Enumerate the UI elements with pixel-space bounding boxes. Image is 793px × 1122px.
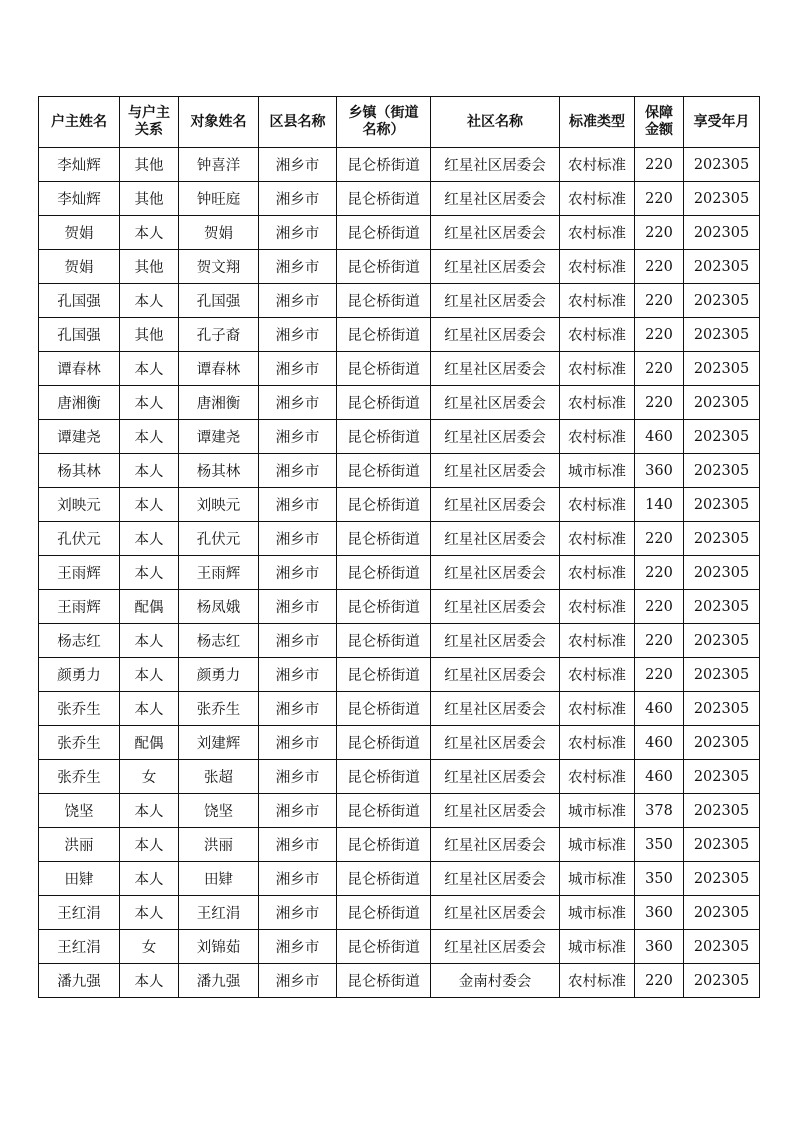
cell-month: 202305 (684, 216, 760, 250)
cell-month: 202305 (684, 658, 760, 692)
cell-standard-type: 农村标准 (560, 624, 635, 658)
cell-relation: 本人 (120, 658, 179, 692)
cell-amount: 460 (635, 760, 684, 794)
table-row (39, 692, 760, 726)
cell-month: 202305 (684, 454, 760, 488)
cell-town-name: 昆仑桥街道 (337, 318, 431, 352)
cell-county-name: 湘乡市 (259, 386, 337, 420)
cell-recipient-name: 唐湘衡 (179, 386, 259, 420)
cell-householder-name: 贺娟 (39, 216, 120, 250)
cell-month: 202305 (684, 692, 760, 726)
cell-month: 202305 (684, 624, 760, 658)
cell-recipient-name: 刘锦茹 (179, 930, 259, 964)
cell-community-name: 红星社区居委会 (431, 624, 560, 658)
cell-recipient-name: 杨志红 (179, 624, 259, 658)
cell-householder-name: 王雨辉 (39, 590, 120, 624)
cell-amount: 360 (635, 454, 684, 488)
cell-standard-type: 农村标准 (560, 964, 635, 998)
cell-amount: 140 (635, 488, 684, 522)
cell-relation: 其他 (120, 148, 179, 182)
cell-community-name: 红星社区居委会 (431, 454, 560, 488)
cell-recipient-name: 刘建辉 (179, 726, 259, 760)
table-row (39, 284, 760, 318)
table-row (39, 658, 760, 692)
cell-householder-name: 谭春林 (39, 352, 120, 386)
cell-county-name: 湘乡市 (259, 964, 337, 998)
cell-community-name: 红星社区居委会 (431, 352, 560, 386)
table-row (39, 760, 760, 794)
cell-recipient-name: 张乔生 (179, 692, 259, 726)
cell-householder-name: 张乔生 (39, 760, 120, 794)
cell-community-name: 红星社区居委会 (431, 726, 560, 760)
cell-amount: 220 (635, 318, 684, 352)
cell-county-name: 湘乡市 (259, 182, 337, 216)
cell-county-name: 湘乡市 (259, 454, 337, 488)
cell-relation: 本人 (120, 352, 179, 386)
cell-recipient-name: 谭春林 (179, 352, 259, 386)
cell-householder-name: 王红涓 (39, 930, 120, 964)
cell-amount: 220 (635, 250, 684, 284)
table-row (39, 930, 760, 964)
header-text-line: 名称） (362, 122, 405, 138)
cell-standard-type: 农村标准 (560, 318, 635, 352)
cell-relation: 女 (120, 760, 179, 794)
table-row (39, 896, 760, 930)
cell-standard-type: 城市标准 (560, 896, 635, 930)
header-text-line: 关系 (135, 122, 163, 138)
cell-county-name: 湘乡市 (259, 794, 337, 828)
cell-amount: 378 (635, 794, 684, 828)
cell-month: 202305 (684, 352, 760, 386)
header-text-line: 对象姓名 (190, 113, 247, 130)
cell-county-name: 湘乡市 (259, 250, 337, 284)
cell-householder-name: 李灿辉 (39, 148, 120, 182)
cell-community-name: 红星社区居委会 (431, 862, 560, 896)
table-row (39, 488, 760, 522)
cell-recipient-name: 洪丽 (179, 828, 259, 862)
cell-householder-name: 潘九强 (39, 964, 120, 998)
cell-month: 202305 (684, 930, 760, 964)
cell-standard-type: 农村标准 (560, 420, 635, 454)
cell-relation: 本人 (120, 420, 179, 454)
cell-town-name: 昆仑桥街道 (337, 352, 431, 386)
cell-county-name: 湘乡市 (259, 896, 337, 930)
cell-recipient-name: 王雨辉 (179, 556, 259, 590)
cell-community-name: 红星社区居委会 (431, 182, 560, 216)
cell-householder-name: 田肄 (39, 862, 120, 896)
cell-recipient-name: 孔国强 (179, 284, 259, 318)
cell-county-name: 湘乡市 (259, 760, 337, 794)
table-row (39, 182, 760, 216)
cell-county-name: 湘乡市 (259, 930, 337, 964)
cell-relation: 本人 (120, 488, 179, 522)
cell-month: 202305 (684, 284, 760, 318)
cell-county-name: 湘乡市 (259, 726, 337, 760)
cell-month: 202305 (684, 488, 760, 522)
table-row (39, 352, 760, 386)
cell-relation: 其他 (120, 182, 179, 216)
cell-community-name: 红星社区居委会 (431, 930, 560, 964)
cell-town-name: 昆仑桥街道 (337, 760, 431, 794)
cell-community-name: 红星社区居委会 (431, 148, 560, 182)
cell-town-name: 昆仑桥街道 (337, 284, 431, 318)
cell-county-name: 湘乡市 (259, 284, 337, 318)
cell-amount: 220 (635, 386, 684, 420)
cell-town-name: 昆仑桥街道 (337, 182, 431, 216)
cell-amount: 220 (635, 964, 684, 998)
header-text-line: 享受年月 (693, 113, 750, 130)
cell-standard-type: 农村标准 (560, 148, 635, 182)
cell-standard-type: 城市标准 (560, 862, 635, 896)
cell-month: 202305 (684, 794, 760, 828)
table-row (39, 216, 760, 250)
cell-standard-type: 农村标准 (560, 182, 635, 216)
table-row (39, 250, 760, 284)
header-text-line: 与户主 (128, 105, 170, 121)
cell-relation: 本人 (120, 964, 179, 998)
header-relation (120, 97, 179, 148)
cell-relation: 本人 (120, 284, 179, 318)
cell-recipient-name: 田肄 (179, 862, 259, 896)
cell-county-name: 湘乡市 (259, 148, 337, 182)
header-text-line: 标准类型 (569, 113, 625, 130)
header-town-name (337, 97, 431, 148)
table-row (39, 454, 760, 488)
cell-householder-name: 王雨辉 (39, 556, 120, 590)
table-body (39, 148, 760, 998)
cell-county-name: 湘乡市 (259, 216, 337, 250)
cell-standard-type: 农村标准 (560, 250, 635, 284)
cell-relation: 配偶 (120, 726, 179, 760)
cell-month: 202305 (684, 726, 760, 760)
cell-householder-name: 洪丽 (39, 828, 120, 862)
cell-relation: 本人 (120, 556, 179, 590)
cell-month: 202305 (684, 522, 760, 556)
cell-relation: 本人 (120, 216, 179, 250)
cell-county-name: 湘乡市 (259, 590, 337, 624)
cell-month: 202305 (684, 760, 760, 794)
cell-amount: 220 (635, 148, 684, 182)
cell-county-name: 湘乡市 (259, 624, 337, 658)
cell-recipient-name: 张超 (179, 760, 259, 794)
cell-householder-name: 张乔生 (39, 726, 120, 760)
cell-standard-type: 城市标准 (560, 828, 635, 862)
cell-amount: 360 (635, 930, 684, 964)
cell-county-name: 湘乡市 (259, 692, 337, 726)
cell-amount: 220 (635, 556, 684, 590)
cell-month: 202305 (684, 590, 760, 624)
cell-amount: 220 (635, 284, 684, 318)
header-householder-name (39, 97, 120, 148)
cell-standard-type: 农村标准 (560, 692, 635, 726)
cell-standard-type: 农村标准 (560, 590, 635, 624)
cell-recipient-name: 谭建尧 (179, 420, 259, 454)
table-row (39, 420, 760, 454)
cell-amount: 460 (635, 726, 684, 760)
cell-county-name: 湘乡市 (259, 522, 337, 556)
cell-relation: 配偶 (120, 590, 179, 624)
cell-town-name: 昆仑桥街道 (337, 522, 431, 556)
table-row (39, 862, 760, 896)
cell-community-name: 红星社区居委会 (431, 692, 560, 726)
cell-householder-name: 饶坚 (39, 794, 120, 828)
cell-standard-type: 农村标准 (560, 760, 635, 794)
cell-standard-type: 城市标准 (560, 930, 635, 964)
cell-relation: 本人 (120, 386, 179, 420)
cell-standard-type: 农村标准 (560, 216, 635, 250)
cell-month: 202305 (684, 896, 760, 930)
header-text-line: 保障 (645, 105, 673, 121)
cell-town-name: 昆仑桥街道 (337, 454, 431, 488)
cell-amount: 360 (635, 896, 684, 930)
cell-town-name: 昆仑桥街道 (337, 488, 431, 522)
cell-town-name: 昆仑桥街道 (337, 692, 431, 726)
cell-community-name: 红星社区居委会 (431, 420, 560, 454)
cell-community-name: 红星社区居委会 (431, 284, 560, 318)
cell-month: 202305 (684, 148, 760, 182)
cell-recipient-name: 孔子裔 (179, 318, 259, 352)
cell-householder-name: 贺娟 (39, 250, 120, 284)
cell-householder-name: 张乔生 (39, 692, 120, 726)
cell-standard-type: 农村标准 (560, 352, 635, 386)
cell-community-name: 红星社区居委会 (431, 760, 560, 794)
cell-relation: 其他 (120, 250, 179, 284)
cell-town-name: 昆仑桥街道 (337, 624, 431, 658)
cell-community-name: 红星社区居委会 (431, 522, 560, 556)
cell-relation: 女 (120, 930, 179, 964)
cell-householder-name: 颜勇力 (39, 658, 120, 692)
beneficiary-table (38, 96, 760, 998)
cell-standard-type: 城市标准 (560, 794, 635, 828)
cell-town-name: 昆仑桥街道 (337, 658, 431, 692)
cell-recipient-name: 颜勇力 (179, 658, 259, 692)
table-row (39, 556, 760, 590)
cell-recipient-name: 杨其林 (179, 454, 259, 488)
table-row (39, 148, 760, 182)
cell-householder-name: 王红涓 (39, 896, 120, 930)
table-header-row (39, 97, 760, 148)
header-text-line: 社区名称 (467, 113, 523, 130)
cell-recipient-name: 饶坚 (179, 794, 259, 828)
cell-town-name: 昆仑桥街道 (337, 896, 431, 930)
cell-county-name: 湘乡市 (259, 318, 337, 352)
table-row (39, 794, 760, 828)
cell-householder-name: 孔国强 (39, 284, 120, 318)
cell-householder-name: 唐湘衡 (39, 386, 120, 420)
table-row (39, 522, 760, 556)
cell-recipient-name: 钟喜洋 (179, 148, 259, 182)
cell-householder-name: 李灿辉 (39, 182, 120, 216)
cell-relation: 本人 (120, 896, 179, 930)
cell-recipient-name: 潘九强 (179, 964, 259, 998)
cell-amount: 220 (635, 658, 684, 692)
cell-householder-name: 杨其林 (39, 454, 120, 488)
cell-householder-name: 孔伏元 (39, 522, 120, 556)
table-row (39, 318, 760, 352)
cell-relation: 其他 (120, 318, 179, 352)
cell-county-name: 湘乡市 (259, 828, 337, 862)
cell-town-name: 昆仑桥街道 (337, 420, 431, 454)
cell-amount: 460 (635, 420, 684, 454)
cell-standard-type: 农村标准 (560, 556, 635, 590)
header-community-name (431, 97, 560, 148)
cell-community-name: 红星社区居委会 (431, 658, 560, 692)
cell-community-name: 红星社区居委会 (431, 556, 560, 590)
cell-community-name: 红星社区居委会 (431, 794, 560, 828)
cell-community-name: 红星社区居委会 (431, 318, 560, 352)
cell-amount: 460 (635, 692, 684, 726)
cell-county-name: 湘乡市 (259, 420, 337, 454)
cell-standard-type: 农村标准 (560, 522, 635, 556)
cell-community-name: 红星社区居委会 (431, 250, 560, 284)
cell-month: 202305 (684, 182, 760, 216)
cell-county-name: 湘乡市 (259, 488, 337, 522)
cell-amount: 220 (635, 352, 684, 386)
table-row (39, 964, 760, 998)
cell-amount: 220 (635, 624, 684, 658)
cell-community-name: 红星社区居委会 (431, 216, 560, 250)
table-row (39, 624, 760, 658)
cell-town-name: 昆仑桥街道 (337, 148, 431, 182)
cell-householder-name: 谭建尧 (39, 420, 120, 454)
cell-town-name: 昆仑桥街道 (337, 250, 431, 284)
cell-community-name: 金南村委会 (431, 964, 560, 998)
cell-recipient-name: 贺娟 (179, 216, 259, 250)
cell-community-name: 红星社区居委会 (431, 386, 560, 420)
cell-community-name: 红星社区居委会 (431, 488, 560, 522)
cell-community-name: 红星社区居委会 (431, 590, 560, 624)
cell-standard-type: 农村标准 (560, 386, 635, 420)
cell-householder-name: 杨志红 (39, 624, 120, 658)
header-text-line: 金额 (645, 122, 673, 138)
cell-standard-type: 农村标准 (560, 488, 635, 522)
cell-recipient-name: 王红涓 (179, 896, 259, 930)
header-month (684, 97, 760, 148)
cell-community-name: 红星社区居委会 (431, 896, 560, 930)
cell-amount: 220 (635, 182, 684, 216)
cell-amount: 220 (635, 590, 684, 624)
header-text-line: 乡镇（街道 (348, 105, 419, 121)
cell-standard-type: 农村标准 (560, 726, 635, 760)
cell-month: 202305 (684, 250, 760, 284)
cell-town-name: 昆仑桥街道 (337, 794, 431, 828)
cell-relation: 本人 (120, 624, 179, 658)
header-text-line: 区县名称 (269, 113, 326, 130)
cell-town-name: 昆仑桥街道 (337, 216, 431, 250)
cell-month: 202305 (684, 862, 760, 896)
header-recipient-name (179, 97, 259, 148)
cell-county-name: 湘乡市 (259, 352, 337, 386)
cell-month: 202305 (684, 964, 760, 998)
cell-town-name: 昆仑桥街道 (337, 386, 431, 420)
cell-month: 202305 (684, 556, 760, 590)
cell-recipient-name: 刘映元 (179, 488, 259, 522)
cell-community-name: 红星社区居委会 (431, 828, 560, 862)
header-amount (635, 97, 684, 148)
cell-householder-name: 刘映元 (39, 488, 120, 522)
cell-householder-name: 孔国强 (39, 318, 120, 352)
cell-town-name: 昆仑桥街道 (337, 828, 431, 862)
table-row (39, 726, 760, 760)
cell-recipient-name: 孔伏元 (179, 522, 259, 556)
header-text-line: 户主姓名 (51, 113, 107, 130)
cell-relation: 本人 (120, 862, 179, 896)
cell-relation: 本人 (120, 522, 179, 556)
cell-county-name: 湘乡市 (259, 658, 337, 692)
table-row (39, 828, 760, 862)
cell-relation: 本人 (120, 692, 179, 726)
header-county-name (259, 97, 337, 148)
cell-month: 202305 (684, 420, 760, 454)
cell-town-name: 昆仑桥街道 (337, 556, 431, 590)
table-row (39, 590, 760, 624)
cell-town-name: 昆仑桥街道 (337, 862, 431, 896)
cell-standard-type: 农村标准 (560, 284, 635, 318)
header-standard-type (560, 97, 635, 148)
cell-amount: 350 (635, 862, 684, 896)
cell-town-name: 昆仑桥街道 (337, 726, 431, 760)
cell-recipient-name: 贺文翔 (179, 250, 259, 284)
cell-recipient-name: 钟旺庭 (179, 182, 259, 216)
cell-amount: 220 (635, 216, 684, 250)
cell-relation: 本人 (120, 794, 179, 828)
table-row (39, 386, 760, 420)
cell-town-name: 昆仑桥街道 (337, 590, 431, 624)
cell-county-name: 湘乡市 (259, 862, 337, 896)
cell-month: 202305 (684, 386, 760, 420)
cell-town-name: 昆仑桥街道 (337, 964, 431, 998)
cell-month: 202305 (684, 828, 760, 862)
cell-relation: 本人 (120, 454, 179, 488)
cell-amount: 220 (635, 522, 684, 556)
cell-amount: 350 (635, 828, 684, 862)
cell-standard-type: 城市标准 (560, 454, 635, 488)
cell-relation: 本人 (120, 828, 179, 862)
cell-recipient-name: 杨凤娥 (179, 590, 259, 624)
cell-standard-type: 农村标准 (560, 658, 635, 692)
cell-town-name: 昆仑桥街道 (337, 930, 431, 964)
cell-month: 202305 (684, 318, 760, 352)
cell-county-name: 湘乡市 (259, 556, 337, 590)
